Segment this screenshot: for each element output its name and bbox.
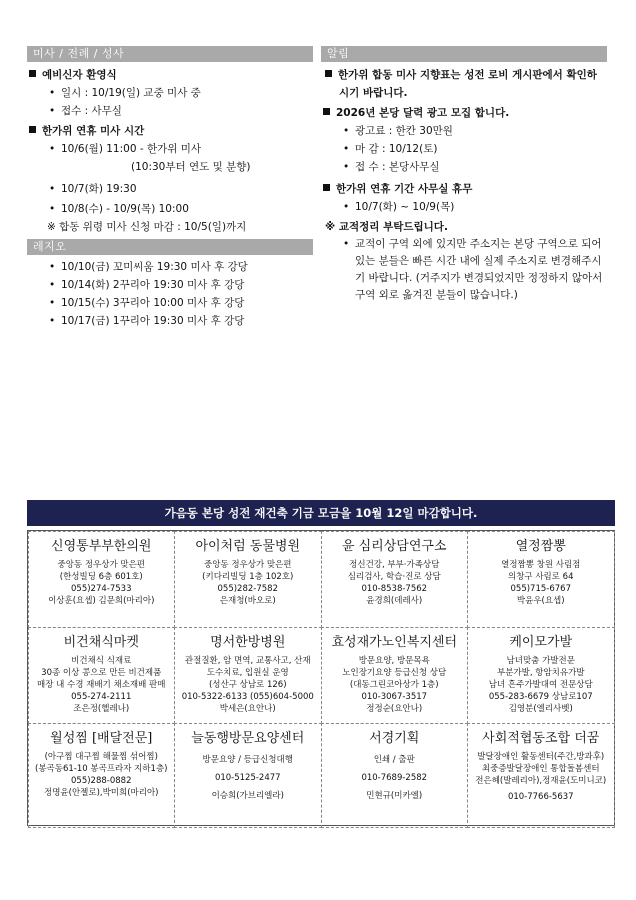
square-bullet-icon (29, 126, 36, 133)
ad-line: 부분가발, 항암치유가발 (496, 667, 585, 678)
ad-line: 정정순(요안나) (366, 703, 423, 714)
ad-line: (성산구 상남로 126) (208, 679, 287, 690)
chuseok-subnote: (10:30부터 연도 및 분향) (131, 161, 251, 173)
ad-name: 신영통부부한의원 (51, 538, 152, 554)
square-bullet-icon (325, 70, 332, 77)
ad-line: 박세은(요안나) (219, 703, 276, 714)
notice-section-header: 알림 (321, 46, 607, 62)
notice-item-2-line: 마 감 : 10/12(토) (355, 143, 438, 155)
ad-line: 조은정(헬레나) (73, 703, 130, 714)
ad-card (321, 531, 469, 628)
notice-item-2-title-row: 2026년 본당 달력 광고 모집 합니다. (321, 104, 607, 122)
ad-line: 010-7766-5637 (507, 791, 574, 802)
ad-line: 관절질환, 암 면역, 교통사고, 산재 (184, 655, 311, 666)
chuseok-title: 한가위 연휴 미사 시간 (42, 125, 145, 137)
ad-line: 남녀맞춤 가발전문 (506, 655, 575, 666)
ad-line: (아구찜 대구찜 해물찜 섞어찜) (44, 751, 158, 762)
left-column: 미사 / 전례 / 성사 예비신자 환영식 • 일시 : 10/19(일) 교중 미사 중 • 접수 : 사무실 한가위 연휴 미사 시간 • 10/6(월) 11:00 - 한가위 미사 (10:30부터 연도 및 분향) • 10/7(화) 19:30 • 10/8(수) - 10/9(목) 10:00 ※ 합동 위령 미사 신청 마감 : 10/5(일)까지 레지오 • 10/10(금) 꼬미씨움 19:30 미사 후 강당 • 10/14(화) 2꾸리아 19:30 미사 후 강당 • 10/15(수) 3꾸리아 10:00 미사 후 강당 • 10/17(금) 1꾸리아 19:30 미사 후 강당 (27, 46, 313, 330)
ad-name: 효성재가노인복지센터 (331, 634, 458, 650)
ad-grid (27, 530, 615, 826)
square-bullet-icon (323, 108, 330, 115)
ad-line: 정명윤(안젤로),박미희(마리아) (44, 787, 159, 798)
ad-line: 055-283-6679 상남로107 (488, 691, 593, 702)
ad-name: 사회적협동조합 더꿈 (482, 730, 600, 746)
welcome-title-row (27, 66, 313, 84)
ad-card (174, 627, 322, 724)
ad-name: 명서한방병원 (210, 634, 286, 650)
ad-card (28, 723, 176, 828)
square-bullet-icon (29, 70, 36, 77)
welcome-item: 접수 : 사무실 (61, 105, 122, 117)
ad-name: 비건채식마켓 (63, 634, 139, 650)
ad-name: 월성찜 [배달전문] (50, 730, 153, 746)
ad-line: 매장 내 수경 재배기 채소재배 판매 (37, 679, 166, 690)
fundraising-banner: 가음동 본당 성전 재건축 기금 모금을 10월 12일 마감합니다. (27, 500, 615, 526)
notice-item-2-line: 접 수 : 본당사무실 (355, 161, 440, 173)
legio-item: 10/17(금) 1꾸리아 19:30 미사 후 강당 (61, 315, 245, 327)
ad-line: 010-7689-2582 (361, 772, 428, 783)
chuseok-item: 10/7(화) 19:30 (61, 183, 137, 195)
chuseok-item: 10/6(월) 11:00 - 한가위 미사 (61, 143, 202, 155)
ad-name: 윤 심리상담연구소 (341, 538, 447, 554)
ad-line: 중앙동 정우상가 맞은편 (203, 559, 292, 570)
notice-item-4-title: ※ 교적정리 부탁드립니다. (325, 221, 448, 233)
chuseok-item: 10/8(수) - 10/9(목) 10:00 (61, 203, 189, 215)
ad-line: 최중증발달장애인 통합돌봄센터 (481, 763, 600, 774)
ad-line: 열정짬뽕 창원 사림점 (501, 559, 581, 570)
ad-line: 도수치료, 입원실 운영 (206, 667, 289, 678)
ad-line: 30종 이상 콩으로 만든 비건제품 (41, 667, 162, 678)
legio-section-header: 레지오 (27, 239, 313, 255)
square-bullet-icon (323, 184, 330, 191)
ad-card (28, 627, 176, 724)
ad-line: 비건채식 식재료 (71, 655, 132, 666)
ad-card (321, 627, 469, 724)
ad-line: (봉곡동61-10 봉곡프라자 지하1층) (35, 763, 168, 774)
ad-name: 늘동행방문요양센터 (191, 730, 305, 746)
ad-line: 이상훈(요셉) 김문희(마리아) (48, 595, 155, 606)
ad-name: 아이처럼 동물병원 (195, 538, 301, 554)
ad-line: (키다리빌딩 1층 102호) (202, 571, 294, 582)
ad-line: 방문요양 / 등급신청대행 (202, 754, 293, 765)
ad-card (467, 627, 615, 724)
ad-line: 인쇄 / 출판 (373, 754, 415, 765)
ad-line: 박윤우(요셉) (516, 595, 565, 606)
ad-card (467, 531, 615, 628)
ad-line: 정신건강, 부부·가족상담 (349, 559, 440, 570)
ad-line: 의창구 사림로 64 (508, 571, 574, 582)
ad-line: 발달장애인 활동센터(주간,방과후) (477, 751, 605, 762)
ad-name: 서경기획 (369, 730, 420, 746)
ad-card (467, 723, 615, 828)
welcome-title: 예비신자 환영식 (42, 69, 117, 81)
welcome-item: 일시 : 10/19(일) 교중 미사 중 (61, 87, 201, 99)
ad-line: 민현규(미카엘) (366, 790, 423, 801)
ad-line: 전은혜(발레리아),정재윤(도미니코) (475, 775, 607, 786)
ad-name: 케이모가발 (509, 634, 573, 650)
ad-line: (대동그린코아상가 1층) (349, 679, 439, 690)
ad-card (174, 723, 322, 828)
chuseok-note: ※ 합동 위령 미사 신청 마감 : 10/5(일)까지 (47, 221, 247, 233)
notice-item-3-line: 10/7(화) ~ 10/9(목) (355, 201, 455, 213)
ad-line: 010-5125-2477 (214, 772, 281, 783)
notice-item-1: 한가위 합동 미사 지향표는 성전 로비 게시판에서 확인하시기 바랍니다. (321, 66, 607, 102)
ad-card (174, 531, 322, 628)
ad-line: 055)274-7533 (71, 583, 132, 594)
ad-line: 방문요양, 방문목욕 (358, 655, 430, 666)
chuseok-title-row (27, 122, 313, 140)
legio-item: 10/14(화) 2꾸리아 19:30 미사 후 강당 (61, 279, 245, 291)
ad-line: 중앙동 정우상가 맞은편 (57, 559, 145, 570)
right-column: 알림 한가위 합동 미사 지향표는 성전 로비 게시판에서 확인하시기 바랍니다. 2026년 본당 달력 광고 모집 합니다. • 광고료 : 한칸 30만원 • 마 감 : 10/12(토) • 접 수 : 본당사무실 한가위 연휴 기간 사무실 휴무 • 10/7(화) ~ 10/9(목) ※ 교적정리 부탁드립니다. • 교적이 구역 외에 있지만 주소지는 본당 구역으로 되어 있는 분들은 빠른 시간 내에 실제 주소지로 변경해주시기 바랍니다. (거주지가 변경되었지만 정정하지 않아서 구역 외로 옮겨진 분들이 많습니다.) (321, 46, 607, 304)
ad-line: 남녀 흔주가발대여 전문상담 (488, 679, 593, 690)
mass-section-header: 미사 / 전례 / 성사 (27, 46, 313, 62)
ad-line: 윤경희(데레사) (366, 595, 423, 606)
ad-line: 055-274-2111 (71, 691, 132, 702)
ad-line: 055)288-0882 (71, 775, 132, 786)
ad-name: 열정짬뽕 (515, 538, 566, 554)
ad-line: 이승희(가브리엘라) (211, 790, 284, 801)
notice-item-3-title-row: 한가위 연휴 기간 사무실 휴무 (321, 180, 607, 198)
ad-card (321, 723, 469, 828)
ad-card (28, 531, 176, 628)
notice-item-4-body: 교적이 구역 외에 있지만 주소지는 본당 구역으로 되어 있는 분들은 빠른 시간 내에 실제 주소지로 변경해주시기 바랍니다. (거주지가 변경되었지만 정정하지 않아서 구역 외로 옮겨진 분들이 많습니다.) (355, 238, 603, 301)
legio-item: 10/10(금) 꼬미씨움 19:30 미사 후 강당 (61, 261, 248, 273)
notice-item-2-line: 광고료 : 한칸 30만원 (355, 125, 453, 137)
ad-line: (한성빌딩 6층 601호) (59, 571, 143, 582)
ad-line: 055)282-7582 (217, 583, 278, 594)
ad-line: 010-5322-6133 (055)604-5000 (181, 691, 314, 702)
ad-line: 055)715-6767 (510, 583, 571, 594)
legio-item: 10/15(수) 3꾸리아 10:00 미사 후 강당 (61, 297, 245, 309)
ad-line: 심리검사, 학습·진로 상담 (347, 571, 441, 582)
ad-line: 은재청(바오로) (219, 595, 276, 606)
ad-line: 노인장기요양 등급신청 상담 (342, 667, 447, 678)
ad-line: 010-8538-7562 (361, 583, 428, 594)
ad-line: 김영분(엘리사벳) (508, 703, 573, 714)
ad-line: 010-3067-3517 (361, 691, 428, 702)
